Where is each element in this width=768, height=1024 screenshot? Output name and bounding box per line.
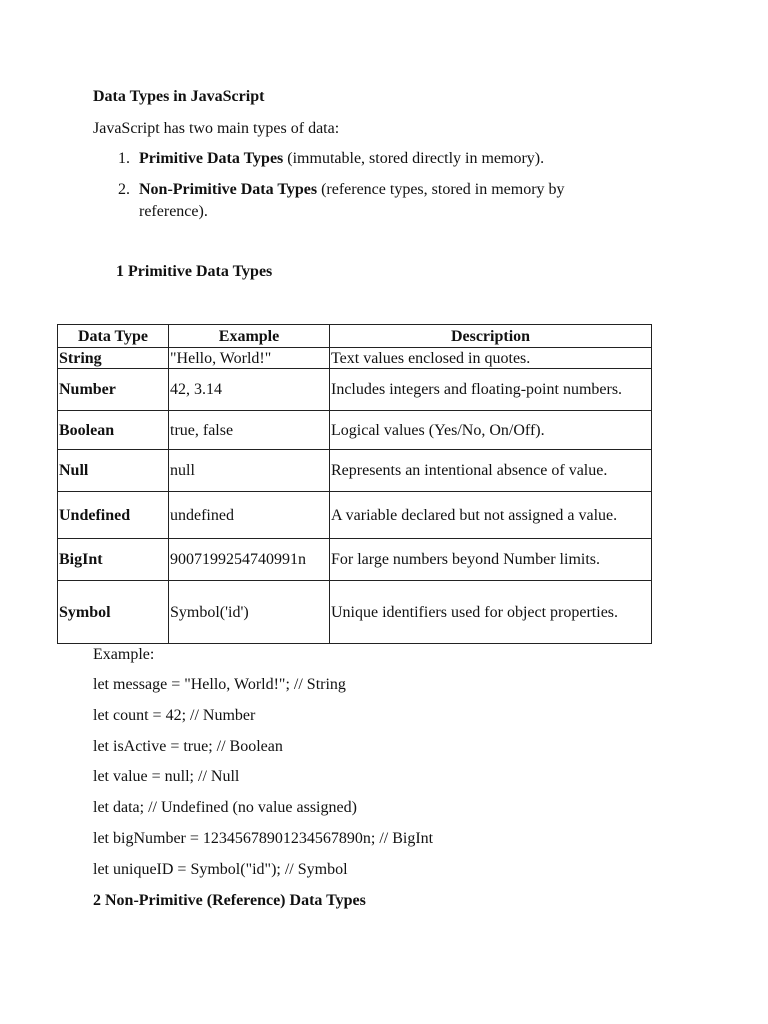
table-row bbox=[58, 581, 652, 644]
list-item-bold-term: Non-Primitive Data Types bbox=[139, 181, 318, 198]
code-line: let message = "Hello, World!"; // String bbox=[93, 676, 346, 693]
table-cell-type: String bbox=[58, 348, 169, 369]
table-cell-description: Logical values (Yes/No, On/Off). bbox=[330, 411, 652, 450]
list-item-continuation: reference). bbox=[139, 203, 208, 220]
table-cell-type: Symbol bbox=[58, 581, 169, 644]
table-cell-description: For large numbers beyond Number limits. bbox=[330, 539, 652, 581]
table-header-cell: Example bbox=[169, 325, 330, 348]
code-line: let value = null; // Null bbox=[93, 768, 240, 785]
list-item-primitive bbox=[139, 149, 544, 169]
table-cell-example: null bbox=[169, 450, 330, 492]
table-cell-description: Unique identifiers used for object properties. bbox=[330, 581, 652, 644]
table-cell-example: true, false bbox=[169, 411, 330, 450]
table-cell-description: Includes integers and floating-point numbers. bbox=[330, 369, 652, 411]
table-cell-type: BigInt bbox=[58, 539, 169, 581]
table-cell-example: "Hello, World!" bbox=[169, 348, 330, 369]
table-row bbox=[58, 369, 652, 411]
intro-paragraph: JavaScript has two main types of data: bbox=[93, 120, 340, 137]
section-heading-primitive: 1 Primitive Data Types bbox=[116, 263, 273, 280]
code-line: let isActive = true; // Boolean bbox=[93, 738, 283, 755]
table-header-row bbox=[58, 325, 652, 348]
code-line: let uniqueID = Symbol("id"); // Symbol bbox=[93, 861, 348, 878]
table-cell-description: Represents an intentional absence of value. bbox=[330, 450, 652, 492]
table-row bbox=[58, 411, 652, 450]
list-item-non-primitive bbox=[139, 180, 565, 200]
list-item-text: (immutable, stored directly in memory). bbox=[283, 150, 545, 167]
table-cell-example: 42, 3.14 bbox=[169, 369, 330, 411]
list-item-bold-term: Primitive Data Types bbox=[139, 150, 284, 167]
table-cell-example: Symbol('id') bbox=[169, 581, 330, 644]
table-cell-example: 9007199254740991n bbox=[169, 539, 330, 581]
table-cell-type: Undefined bbox=[58, 492, 169, 539]
code-line: let data; // Undefined (no value assigned) bbox=[93, 799, 357, 816]
section-heading-non-primitive: 2 Non-Primitive (Reference) Data Types bbox=[93, 892, 366, 909]
list-item-number: 2. bbox=[118, 181, 130, 198]
table-header-cell: Description bbox=[330, 325, 652, 348]
document-title: Data Types in JavaScript bbox=[93, 88, 265, 105]
table-cell-type: Number bbox=[58, 369, 169, 411]
table-row bbox=[58, 539, 652, 581]
table-row bbox=[58, 348, 652, 369]
table-header-cell: Data Type bbox=[58, 325, 169, 348]
table-cell-description: Text values enclosed in quotes. bbox=[330, 348, 652, 369]
list-item-text: (reference types, stored in memory by bbox=[317, 181, 565, 198]
list-item-number: 1. bbox=[118, 150, 130, 167]
table-row bbox=[58, 450, 652, 492]
data-types-table bbox=[57, 324, 652, 644]
code-line: let count = 42; // Number bbox=[93, 707, 256, 724]
example-label: Example: bbox=[93, 646, 155, 663]
table-cell-example: undefined bbox=[169, 492, 330, 539]
code-line: let bigNumber = 1234567890123456789​0n; // BigInt bbox=[93, 830, 434, 847]
table-cell-type: Null bbox=[58, 450, 169, 492]
table-cell-type: Boolean bbox=[58, 411, 169, 450]
table-cell-description: A variable declared but not assigned a value. bbox=[330, 492, 652, 539]
table-row bbox=[58, 492, 652, 539]
